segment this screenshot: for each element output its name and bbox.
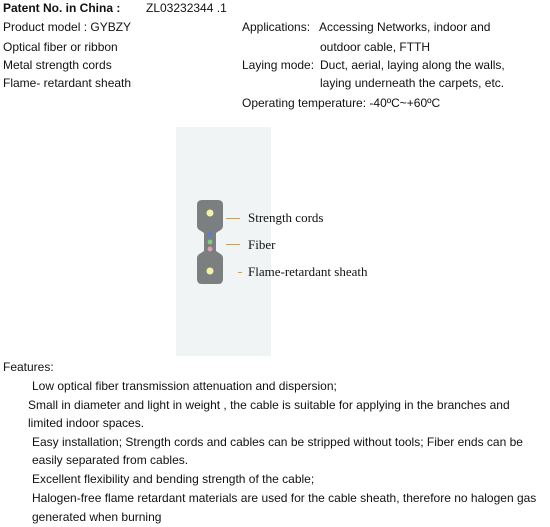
applications-line-1: Accessing Networks, indoor and	[319, 20, 491, 34]
feature-line-7: Halogen-free flame retardant materials are used for the cable sheath, therefore no halogen gas	[32, 491, 537, 505]
feature-line-5: easily separated from cables.	[32, 453, 189, 467]
cable-cross-section	[197, 200, 223, 284]
label-fiber: Fiber	[248, 237, 276, 252]
leader-line-strength	[226, 218, 240, 219]
label-strength-cords: Strength cords	[248, 210, 324, 225]
patent-number: ZL03232344 .1	[146, 1, 227, 15]
spec-metal-strength-cords: Metal strength cords	[3, 58, 112, 72]
feature-line-6: Excellent flexibility and bending strength of the cable;	[32, 472, 315, 486]
spec-flame-retardant-sheath: Flame- retardant sheath	[3, 76, 132, 90]
strength-cord-top	[207, 210, 214, 217]
laying-mode-line-2: laying underneath the carpets, etc.	[320, 76, 505, 90]
laying-mode-label: Laying mode:	[242, 58, 315, 72]
spec-product-model: Product model : GYBZY	[3, 20, 132, 34]
feature-line-2: Small in diameter and light in weight , the cable is suitable for applying in the branches and	[28, 398, 510, 412]
features-heading: Features:	[3, 360, 54, 374]
strength-cord-bottom	[207, 268, 214, 275]
fiber-blue	[208, 233, 213, 238]
spec-optical-fiber: Optical fiber or ribbon	[3, 40, 118, 54]
label-flame-retardant-sheath: Flame-retardant sheath	[248, 264, 368, 279]
fiber-pink	[208, 247, 213, 252]
feature-line-8: generated when burning	[32, 510, 162, 524]
feature-line-1: Low optical fiber transmission attenuation and dispersion;	[32, 379, 337, 393]
patent-label: Patent No. in China :	[3, 1, 121, 15]
leader-line-sheath	[238, 272, 242, 273]
fiber-green	[208, 240, 213, 245]
applications-line-2: outdoor cable, FTTH	[320, 40, 431, 54]
feature-line-4: Easy installation; Strength cords and cables can be stripped without tools; Fiber ends can be	[32, 435, 523, 449]
applications-label: Applications:	[242, 20, 311, 34]
laying-mode-line-1: Duct, aerial, laying along the walls,	[320, 58, 505, 72]
feature-line-3: limited indoor spaces.	[28, 416, 145, 430]
operating-temperature: Operating temperature: -40ºC~+60ºC	[242, 96, 441, 110]
leader-line-fiber	[226, 244, 240, 245]
